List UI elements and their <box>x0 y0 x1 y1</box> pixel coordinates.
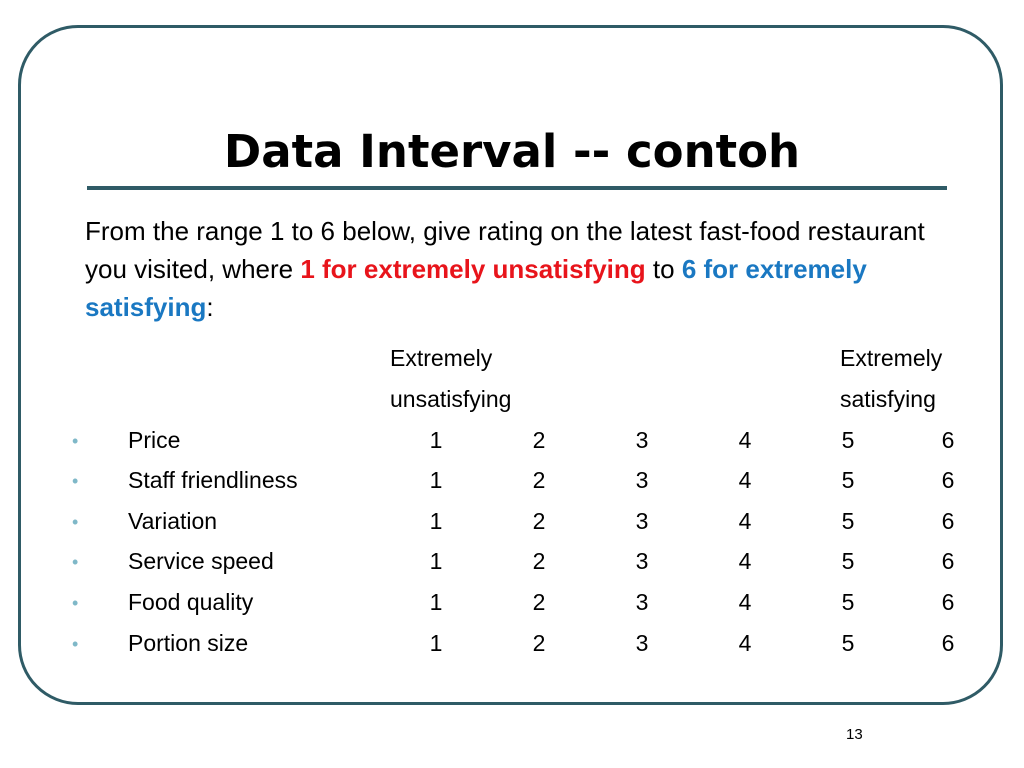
rating-value: 1 <box>429 589 443 615</box>
bullet-icon: • <box>72 634 79 654</box>
intro-red-emphasis: 1 for extremely unsatisfying <box>300 254 646 284</box>
rating-value: 5 <box>841 589 855 615</box>
intro-part-2: to <box>645 254 682 284</box>
rating-value: 3 <box>635 508 649 534</box>
rating-value: 3 <box>635 427 649 453</box>
list-item <box>0 630 1024 666</box>
list-item <box>0 427 1024 463</box>
bullet-icon: • <box>72 431 79 451</box>
rating-value: 4 <box>738 589 752 615</box>
rating-value: 6 <box>941 427 955 453</box>
rating-value: 6 <box>941 467 955 493</box>
rating-value: 2 <box>532 427 546 453</box>
rating-value: 1 <box>429 427 443 453</box>
item-label: Service speed <box>128 548 274 574</box>
rating-value: 2 <box>532 467 546 493</box>
bullet-icon: • <box>72 593 79 613</box>
rating-value: 1 <box>429 548 443 574</box>
bullet-icon: • <box>72 471 79 491</box>
item-label: Variation <box>128 508 218 534</box>
item-label: Portion size <box>128 630 249 656</box>
intro-blue-emphasis: 6 for extremely satisfying <box>85 254 867 322</box>
rating-value: 5 <box>841 508 855 534</box>
rating-value: 2 <box>532 589 546 615</box>
item-label: Price <box>128 427 181 453</box>
title-divider <box>87 186 947 190</box>
rating-value: 1 <box>429 630 443 656</box>
rating-value: 4 <box>738 630 752 656</box>
rating-value: 5 <box>841 467 855 493</box>
rating-value: 5 <box>841 548 855 574</box>
rating-value: 1 <box>429 467 443 493</box>
scale-left-label-line1: Extremely <box>390 345 493 371</box>
rating-value: 2 <box>532 630 546 656</box>
rating-value: 5 <box>841 630 855 656</box>
scale-right-label-line1: Extremely <box>840 345 943 371</box>
rating-value: 2 <box>532 548 546 574</box>
rating-value: 4 <box>738 467 752 493</box>
rating-value: 6 <box>941 589 955 615</box>
rating-value: 3 <box>635 467 649 493</box>
bullet-icon: • <box>72 512 79 532</box>
rating-value: 6 <box>941 548 955 574</box>
item-label: Staff friendliness <box>128 467 298 493</box>
rating-value: 4 <box>738 427 752 453</box>
intro-part-3: : <box>206 292 214 322</box>
intro-text <box>85 212 965 326</box>
list-item <box>0 548 1024 584</box>
rating-value: 1 <box>429 508 443 534</box>
rating-value: 6 <box>941 508 955 534</box>
list-item <box>0 467 1024 503</box>
scale-left-label-line2: unsatisfying <box>390 386 512 412</box>
list-item <box>0 589 1024 625</box>
bullet-icon: • <box>72 552 79 572</box>
rating-value: 4 <box>738 548 752 574</box>
intro-part-1: From the range 1 to 6 below, give rating on the latest fast-food restaurant you visited, where <box>85 216 925 284</box>
page-number: 13 <box>846 726 863 743</box>
rating-value: 6 <box>941 630 955 656</box>
rating-value: 4 <box>738 508 752 534</box>
rating-value: 3 <box>635 548 649 574</box>
scale-right-label-line2: satisfying <box>840 386 936 412</box>
list-item <box>0 508 1024 544</box>
slide-title: Data Interval -- contoh <box>223 125 801 178</box>
rating-value: 5 <box>841 427 855 453</box>
rating-value: 3 <box>635 630 649 656</box>
rating-value: 2 <box>532 508 546 534</box>
item-label: Food quality <box>128 589 254 615</box>
rating-value: 3 <box>635 589 649 615</box>
